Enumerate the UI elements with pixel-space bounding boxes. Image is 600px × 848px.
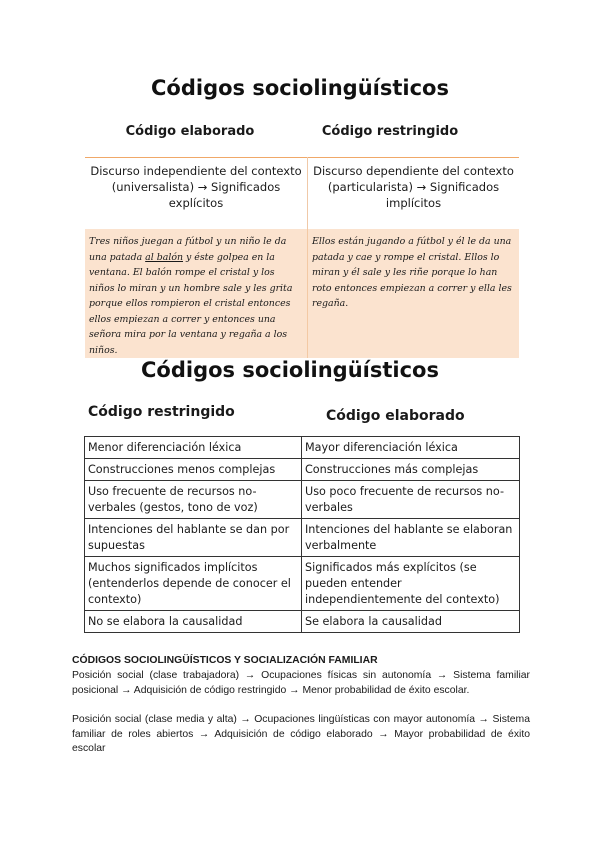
table2-cell-elaborado: Uso poco frecuente de recursos no-verbales [302,481,520,519]
table2 [84,436,520,633]
example-elaborado-text-2: y éste golpea en la ventana. El balón rompe el cristal y los niños lo miran y un hombre sale y les grita porque ellos rompieron el cristal entonces ellos empiezan a correr y entonces una señora mira por la ventana y regaña a los niños. [89,251,293,356]
table2-cell-elaborado: Se elabora la causalidad [302,611,520,633]
table1 [85,157,519,358]
table2-cell-restringido: Uso frecuente de recursos no-verbales (gestos, tono de voz) [85,481,302,519]
table1-header-elaborado: Código elaborado [125,124,255,139]
table1-examples-row [85,229,519,358]
paragraph-middle-class: Posición social (clase media y alta) → Ocupaciones lingüísticas con mayor autonomía → Sistema familiar de roles abiertos → Adquisición de código elaborado → Mayor probabilidad de éxito escolar [72,714,530,754]
table1-header-restringido: Código restringido [321,124,459,139]
table2-cell-restringido: No se elabora la causalidad [85,611,302,633]
example-elaborado-underlined: al balón [145,251,184,263]
table2-cell-restringido: Intenciones del hablante se dan por supuestas [85,519,302,557]
table2-header-restringido: Código restringido [88,404,235,420]
table-row [85,459,520,481]
table1-definitions-row [85,158,519,230]
table2-cell-elaborado: Significados más explícitos (se pueden entender independientemente del contexto) [302,557,520,611]
table2-cell-elaborado: Intenciones del hablante se elaboran verbalmente [302,519,520,557]
table2-title: Códigos sociolingüísticos [141,358,439,382]
table1-title: Códigos sociolingüísticos [151,76,449,100]
paragraph-working-class: Posición social (clase trabajadora) → Ocupaciones físicas sin autonomía → Sistema familiar posicional → Adquisición de código restringido → Menor probabilidad de éxito escolar. [72,670,530,696]
table-row [85,519,520,557]
table-row [85,437,520,459]
definition-elaborado: Discurso independiente del contexto (universalista) → Significados explícitos [85,158,308,230]
table2-cell-restringido: Muchos significados implícitos (entenderlos depende de conocer el contexto) [85,557,302,611]
example-elaborado-text-1: Tres niños juegan a fútbol y un niño le da una patada [89,236,287,263]
example-elaborado [85,229,308,358]
table-row [85,557,520,611]
table2-cell-elaborado: Mayor diferenciación léxica [302,437,520,459]
table2-header-elaborado: Código elaborado [326,408,465,424]
table-row [85,611,520,633]
section-title: CÓDIGOS SOCIOLINGÜÍSTICOS Y SOCIALIZACIÓN FAMILIAR [72,655,378,666]
table-row [85,481,520,519]
table2-cell-elaborado: Construcciones más complejas [302,459,520,481]
table2-cell-restringido: Construcciones menos complejas [85,459,302,481]
definition-restringido: Discurso dependiente del contexto (particularista) → Significados implícitos [308,158,520,230]
example-restringido: Ellos están jugando a fútbol y él le da una patada y cae y rompe el cristal. Ellos lo miran y él sale y les riñe porque lo han roto entonces empiezan a correr y ella les regaña. [308,229,520,358]
table2-cell-restringido: Menor diferenciación léxica [85,437,302,459]
